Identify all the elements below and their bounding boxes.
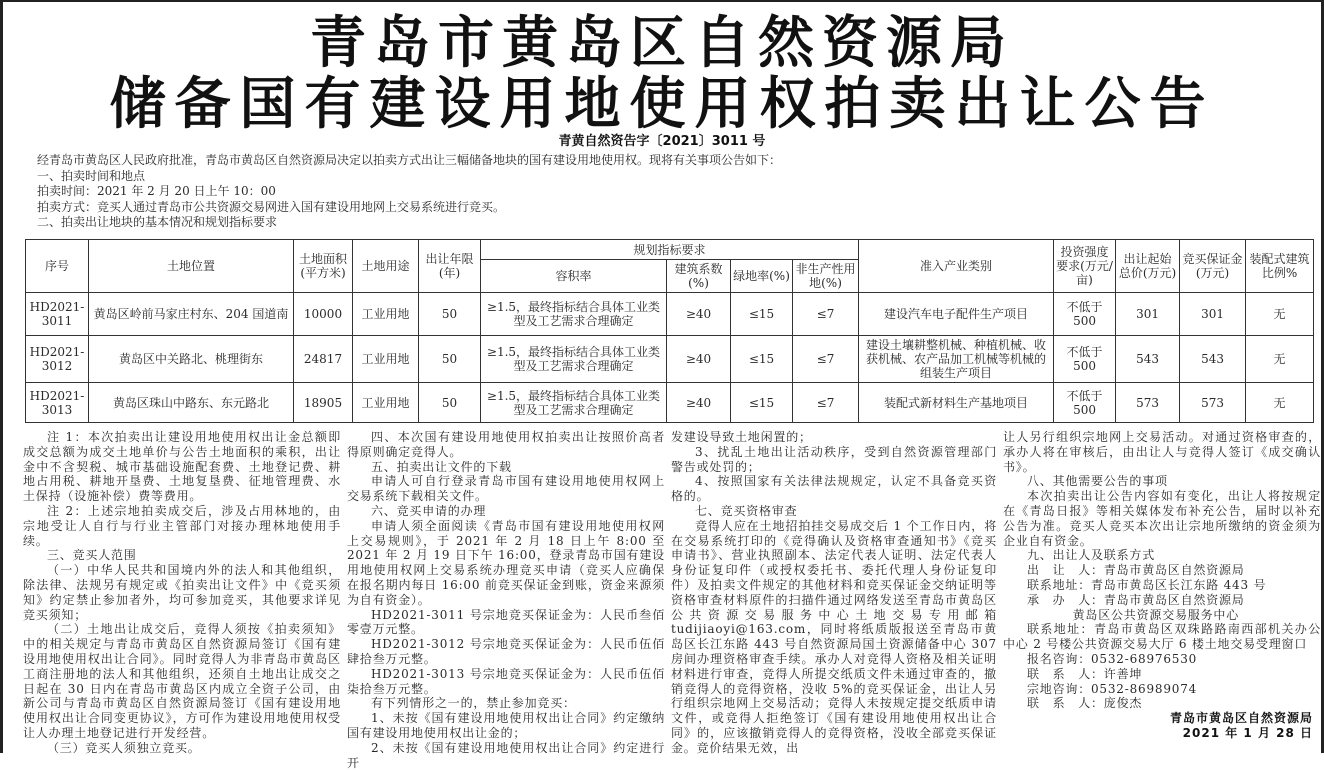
- cell-term: 50: [419, 336, 481, 383]
- land-parcel-table: [25, 239, 1314, 423]
- cell-deposit: 573: [1180, 383, 1246, 423]
- cell-coverage: ≥40: [667, 336, 731, 383]
- header-deposit: 竞买保证金(万元): [1180, 240, 1246, 293]
- paragraph: 3、扰乱土地出让活动秩序，受到自然资源管理部门警告或处罚的；: [671, 444, 997, 474]
- header-green: 绿地率(%): [731, 260, 793, 293]
- header-far: 容积率: [481, 260, 667, 293]
- cell-far: ≥1.5，最终指标结合具体工业类型及工艺需求合理确定: [481, 293, 667, 336]
- paragraph: 七、竞买资格审查: [695, 503, 798, 518]
- header-industry: 准入产业类别: [859, 240, 1054, 293]
- document-number: 青黄自然资告字〔2021〕3011 号: [558, 134, 766, 149]
- cell-area: 18905: [294, 383, 353, 423]
- paragraph: 竞得人应在土地招拍挂交易成交后 1 个工作日内，将在交易系统打印的《竞得确认及资格审查通知书》《竞买申请书》、营业执照副本、法定代表人证明、法定代表人身份证复印件（或授权委托书、委托代理人身份证复印件）及拍卖文件规定的其他材料和竞买保证金交纳证明等资格审查材料原件的扫描件通过网络发送至青岛市黄岛区公共资源交易服务中心土地交易专用邮箱 tudijiaoyi@163.com，同时将纸质版报送至青岛市黄岛区长江东路 443 号自然资源局国土资源储备中心 307 房间办理资格审查手续。承办人对竞得人资格及相关证明材料进行审查，竞得人所提交纸质文件未通过审查的，撤销竞得人的竞得资格，没收 5%的竞买保证金，出让人另行组织宗地网上交易活动；竞得人未按规定提交纸质申请文件，或竞得人拒绝签订《国有建设用地使用权出让合同》的，应该撤销竞得人的竞得资格，没收全部竞买保证金。竞价结果无效，出: [671, 518, 997, 755]
- paragraph: 让人另行组织宗地网上交易活动。对通过资格审查的，承办人将在审核后，由出让人与竞得人签订《成交确认书》。: [1003, 430, 1321, 474]
- header-no: 序号: [26, 240, 89, 293]
- paragraph: 1、未按《国有建设用地使用权出让合同》约定缴纳国有建设用地使用权出让金的；: [347, 711, 665, 740]
- cell-use: 工业用地: [353, 336, 419, 383]
- cell-prefab: 无: [1246, 383, 1314, 423]
- cell-deposit: 301: [1180, 293, 1246, 336]
- cell-no: HD2021-3011: [26, 293, 89, 336]
- header-coverage: 建筑系数(%): [667, 260, 731, 293]
- paragraph: 九、出让人及联系方式: [1027, 548, 1156, 563]
- intro-line: 二、拍卖出让地块的基本情况和规划指标要求: [37, 215, 278, 230]
- cell-green: ≤15: [731, 383, 793, 423]
- cell-location: 黄岛区珠山中路东、东元路北: [89, 383, 294, 423]
- cell-industry: 建设土壤耕整机械、种植机械、收获机械、农产品加工机械等机械的组装生产项目: [859, 336, 1054, 383]
- header-use: 土地用途: [353, 240, 419, 293]
- cell-far: ≥1.5，最终指标结合具体工业类型及工艺需求合理确定: [481, 383, 667, 423]
- cell-nonprod: ≤7: [793, 293, 859, 336]
- title-line-2: 储备国有建设用地使用权拍卖出让公告: [109, 72, 1215, 137]
- paragraph: 4、按照国家有关法律法规规定，认定不具备竞买资格的。: [671, 474, 997, 504]
- cell-no: HD2021-3013: [26, 383, 89, 423]
- intro-line: 拍卖方式：竞买人通过青岛市公共资源交易网进入国有建设用地网上交易系统进行竞买。: [37, 199, 506, 214]
- paragraph: 六、竞买申请的办理: [371, 503, 487, 518]
- cell-green: ≤15: [731, 293, 793, 336]
- title-line-1: 青岛市黄岛区自然资源局: [310, 11, 1014, 76]
- cell-far: ≥1.5，最终指标结合具体工业类型及工艺需求合理确定: [481, 336, 667, 383]
- cell-industry: 建设汽车电子配件生产项目: [859, 293, 1054, 336]
- paragraph: 报名咨询：0532-68976530: [1027, 651, 1198, 666]
- header-location: 土地位置: [89, 240, 294, 293]
- paragraph: 注 2：上述宗地拍卖成交后，涉及占用林地的，由宗地受让人自行与行业主管部门对接办理林地使用手续。: [23, 503, 341, 548]
- paragraph: （一）中华人民共和国境内外的法人和其他组织，除法律、法规另有规定或《拍卖出让文件》中《竞买须知》约定禁止参加者外，均可参加竞买，其他要求详见竞买须知；: [23, 563, 341, 622]
- paragraph: （二）土地出让成交后，竞得人须按《拍卖须知》中的相关规定与青岛市黄岛区自然资源局签订《国有建设用地使用权出让合同》。同时竞得人为非青岛市黄岛区工商注册地的法人和其他组织，还须自土地出让成交之日起在 30 日内在青岛市黄岛区内成立全资子公司，由新公司与青岛市黄岛区自然资源局签订《国有建设用地使用权出让合同变更协议》，方可作为建设用地使用权受让人办理土地登记进行开发经营。: [23, 622, 341, 740]
- header-invest: 投资强度要求(万元/亩): [1054, 240, 1116, 293]
- paragraph: 承 办 人：青岛市黄岛区自然资源局: [1027, 592, 1245, 607]
- table-row: [26, 383, 1314, 423]
- paragraph: 联系地址：青岛市黄岛区双珠路路南西部机关办公中心 2 号楼公共资源交易大厅 6 楼土地交易受理窗口: [1003, 622, 1321, 652]
- cell-invest: 不低于 500: [1054, 383, 1116, 423]
- paragraph: 四、本次国有建设用地使用权拍卖出让按照价高者得原则确定竞得人。: [347, 430, 665, 459]
- paragraph: 黄岛区公共资源交易服务中心: [1072, 607, 1239, 622]
- header-nonprod: 非生产性用地(%): [793, 260, 859, 293]
- paragraph: 联系地址：青岛市黄岛区长江东路 443 号: [1027, 577, 1267, 592]
- paragraph: 有下列情形之一的，禁止参加竞买：: [371, 696, 576, 711]
- cell-use: 工业用地: [353, 293, 419, 336]
- signature-line: 2021 年 1 月 28 日: [1182, 725, 1313, 740]
- text-column-2: [347, 430, 665, 770]
- cell-start-price: 543: [1116, 336, 1180, 383]
- cell-term: 50: [419, 293, 481, 336]
- paragraph: 宗地咨询：0532-86989074: [1027, 681, 1198, 696]
- signature-line: 青岛市黄岛区自然资源局: [1169, 711, 1313, 726]
- cell-term: 50: [419, 383, 481, 423]
- paragraph: 申请人可自行登录青岛市国有建设用地使用权网上交易系统下载相关文件。: [347, 474, 665, 504]
- intro-line: 拍卖时间：2021 年 2 月 20 日上午 10：00: [37, 184, 276, 199]
- header-prefab: 装配式建筑比例%: [1246, 240, 1314, 293]
- text-column-3: [671, 430, 997, 756]
- cell-nonprod: ≤7: [793, 336, 859, 383]
- cell-no: HD2021-3012: [26, 336, 89, 383]
- paragraph: 五、拍卖出让文件的下载: [371, 459, 512, 474]
- cell-coverage: ≥40: [667, 293, 731, 336]
- cell-area: 24817: [294, 336, 353, 383]
- paragraph: 本次拍卖出让公告内容如有变化，出让人将按规定在《青岛日报》等相关媒体发布补充公告，届时以补充公告为准。竞买人竞买本次出让宗地所缴纳的资金须为企业自有资金。: [1003, 489, 1321, 548]
- paragraph: 八、其他需要公告的事项: [1027, 474, 1168, 489]
- text-column-1: [23, 430, 341, 756]
- paragraph: HD2021-3011 号宗地竞买保证金为：人民币叁佰零壹万元整。: [347, 607, 665, 637]
- intro-line: 经青岛市黄岛区人民政府批准，青岛市黄岛区自然资源局决定以拍卖方式出让三幅储备地块的国有建设用地使用权。现将有关事项公告如下：: [37, 153, 782, 167]
- paragraph: HD2021-3012 号宗地竞买保证金为：人民币伍佰肆拾叁万元整。: [347, 637, 665, 666]
- cell-start-price: 301: [1116, 293, 1180, 336]
- header-start-price: 出让起始总价(万元): [1116, 240, 1180, 293]
- paragraph: 申请人须全面阅读《青岛市国有建设用地使用权网上交易规则》，于 2021 年 2 月 18 日上午 8:00 至 2021 年 2 月 19 日下午 16:00，登录青岛市国有建设用地使用权网上交易系统办理竞买申请（竞买人应确保在报名期内每日 16:00 前竞买保证金到账，资金来源须为自有资金）。: [347, 518, 665, 607]
- cell-deposit: 543: [1180, 336, 1246, 383]
- paragraph: 2、未按《国有建设用地使用权出让合同》约定进行开: [347, 740, 665, 770]
- paragraph: 三、竞买人范围: [47, 548, 137, 563]
- paragraph: 联 系 人：庞俊杰: [1027, 696, 1143, 711]
- intro-line: 一、拍卖时间和地点: [37, 168, 146, 183]
- cell-nonprod: ≤7: [793, 383, 859, 423]
- paragraph: 联 系 人：许善坤: [1027, 666, 1143, 681]
- intro-section: [37, 153, 781, 231]
- cell-area: 10000: [294, 293, 353, 336]
- table-row: [26, 336, 1314, 383]
- paragraph: 注 1：本次拍卖出让建设用地使用权出让金总额即成交总额为成交土地单价与公告土地面积的乘积，出让金中不含契税、城市基础设施配套费、土地登记费、耕地占用税、耕地开垦费、土地复垦费、征地管理费、水土保持（设施补偿）费等费用。: [23, 430, 341, 504]
- paragraph: 出 让 人：青岛市黄岛区自然资源局: [1027, 563, 1245, 578]
- header-term: 出让年限(年): [419, 240, 481, 293]
- paragraph: 发建设导致土地闲置的；: [671, 430, 812, 444]
- cell-location: 黄岛区岭前马家庄村东、204 国道南: [89, 293, 294, 336]
- header-area: 土地面积(平方米): [294, 240, 353, 293]
- cell-industry: 装配式新材料生产基地项目: [859, 383, 1054, 423]
- paragraph: HD2021-3013 号宗地竞买保证金为：人民币伍佰柒拾叁万元整。: [347, 666, 665, 696]
- table-row: [26, 293, 1314, 336]
- cell-use: 工业用地: [353, 383, 419, 423]
- cell-location: 黄岛区中关路北、桃理街东: [89, 336, 294, 383]
- header-planning: 规划指标要求: [481, 240, 859, 260]
- cell-invest: 不低于 500: [1054, 293, 1116, 336]
- cell-green: ≤15: [731, 336, 793, 383]
- cell-prefab: 无: [1246, 293, 1314, 336]
- cell-start-price: 573: [1116, 383, 1180, 423]
- cell-invest: 不低于 500: [1054, 336, 1116, 383]
- cell-coverage: ≥40: [667, 383, 731, 423]
- text-column-4: [1003, 430, 1321, 741]
- cell-prefab: 无: [1246, 336, 1314, 383]
- paragraph: （三）竞买人须独立竞买。: [47, 740, 201, 755]
